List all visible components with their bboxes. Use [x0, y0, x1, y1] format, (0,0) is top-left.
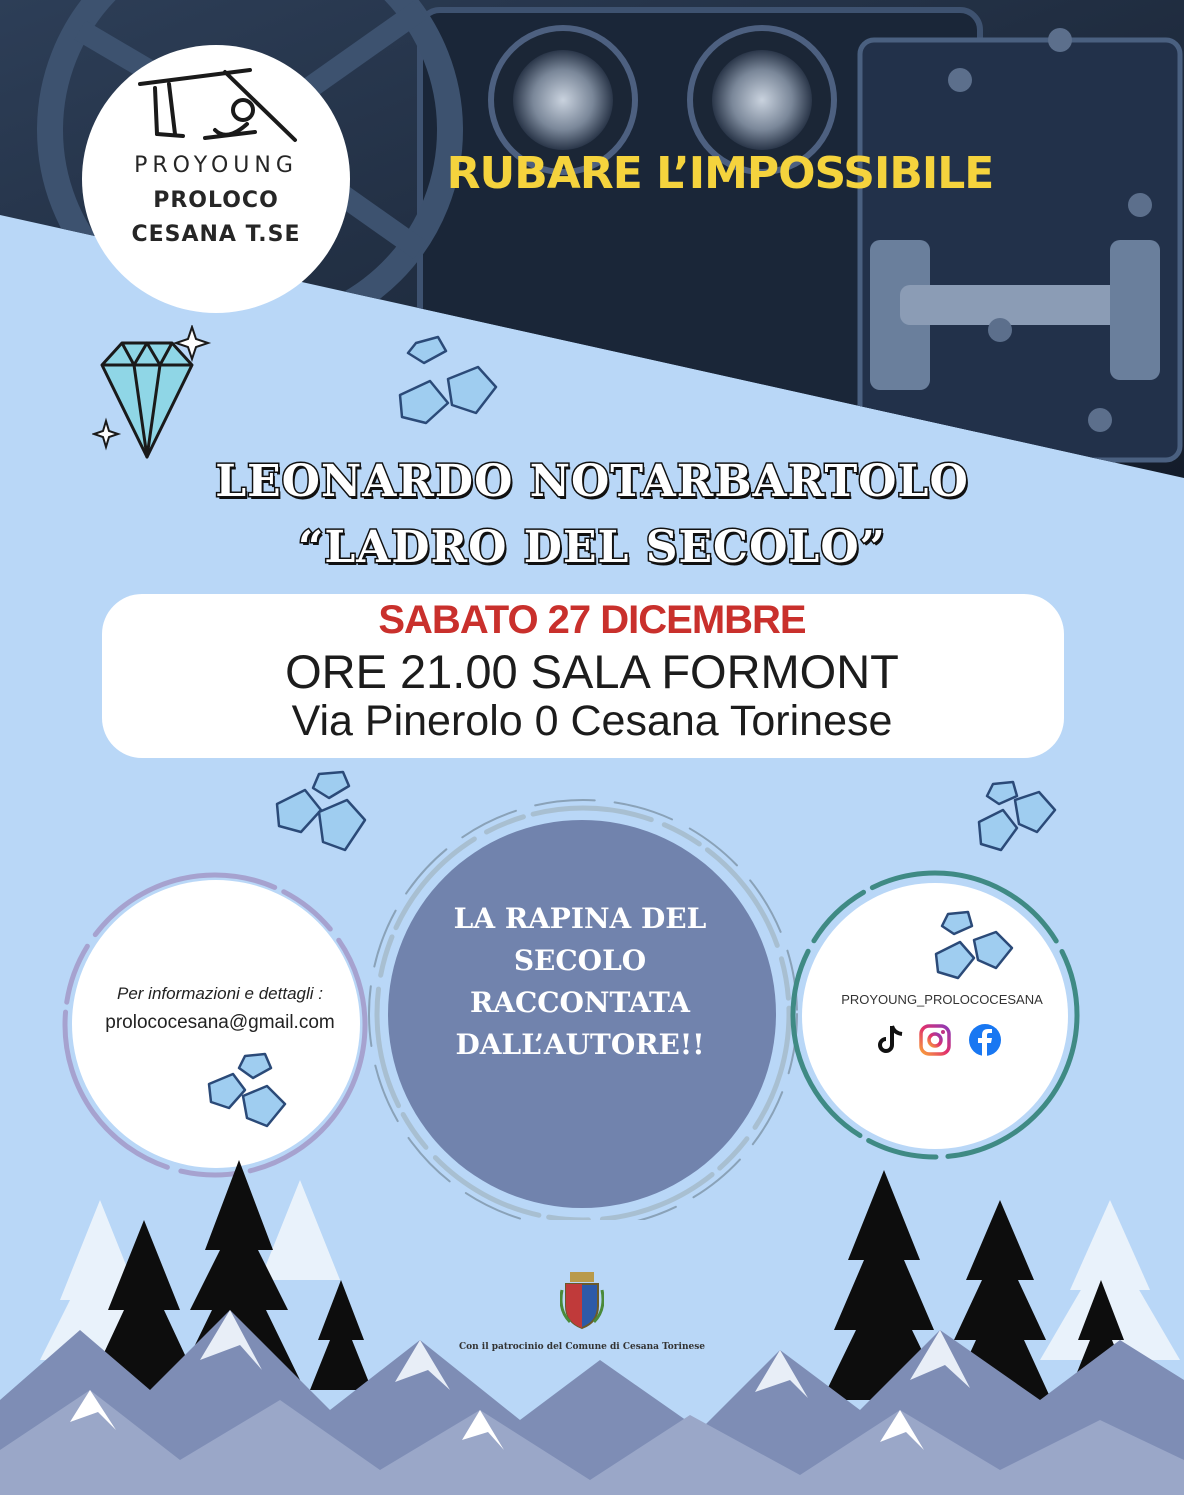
diamond-icon — [92, 325, 212, 465]
skier-logo-icon — [135, 62, 305, 152]
facebook-icon[interactable] — [968, 1023, 1002, 1057]
speaker-nickname: “LADRO DEL SECOLO” — [298, 522, 886, 573]
social-handle: PROYOUNG_PROLOCOCESANA — [841, 992, 1043, 1007]
center-bubble-text — [410, 898, 750, 1066]
tiktok-icon[interactable] — [874, 1023, 906, 1057]
logo-line-3: CESANA T.SE — [131, 222, 301, 247]
diamond-cluster-icon — [934, 910, 1016, 980]
center-line-3: RACCONTATA — [469, 986, 691, 1019]
headline: RUBARE L’IMPOSSIBILE — [446, 148, 994, 199]
diamond-cluster-icon — [205, 1052, 291, 1128]
event-date: SABATO 27 DICEMBRE — [378, 598, 806, 642]
contact-label: Per informazioni e dettagli : — [117, 984, 323, 1003]
event-address: Via Pinerolo 0 Cesana Torinese — [291, 697, 893, 745]
center-line-2: SECOLO — [513, 944, 647, 977]
speaker-name: LEONARDO NOTARBARTOLO — [215, 456, 969, 507]
event-time-place: ORE 21.00 SALA FORMONT — [285, 645, 899, 698]
patronage-note: Con il patrocinio del Comune di Cesana Torinese — [458, 1342, 706, 1352]
diamond-cluster-icon — [396, 333, 500, 427]
coat-of-arms-icon — [560, 1270, 604, 1330]
contact-email[interactable]: prolococesana@gmail.com — [105, 1012, 335, 1033]
logo-line-1: PROYOUNG — [134, 153, 298, 178]
center-line-1: LA RAPINA DEL — [453, 902, 707, 935]
logo-line-2: PROLOCO — [153, 188, 279, 213]
instagram-icon[interactable] — [918, 1023, 952, 1057]
center-line-4: DALL’AUTORE!! — [455, 1028, 705, 1061]
